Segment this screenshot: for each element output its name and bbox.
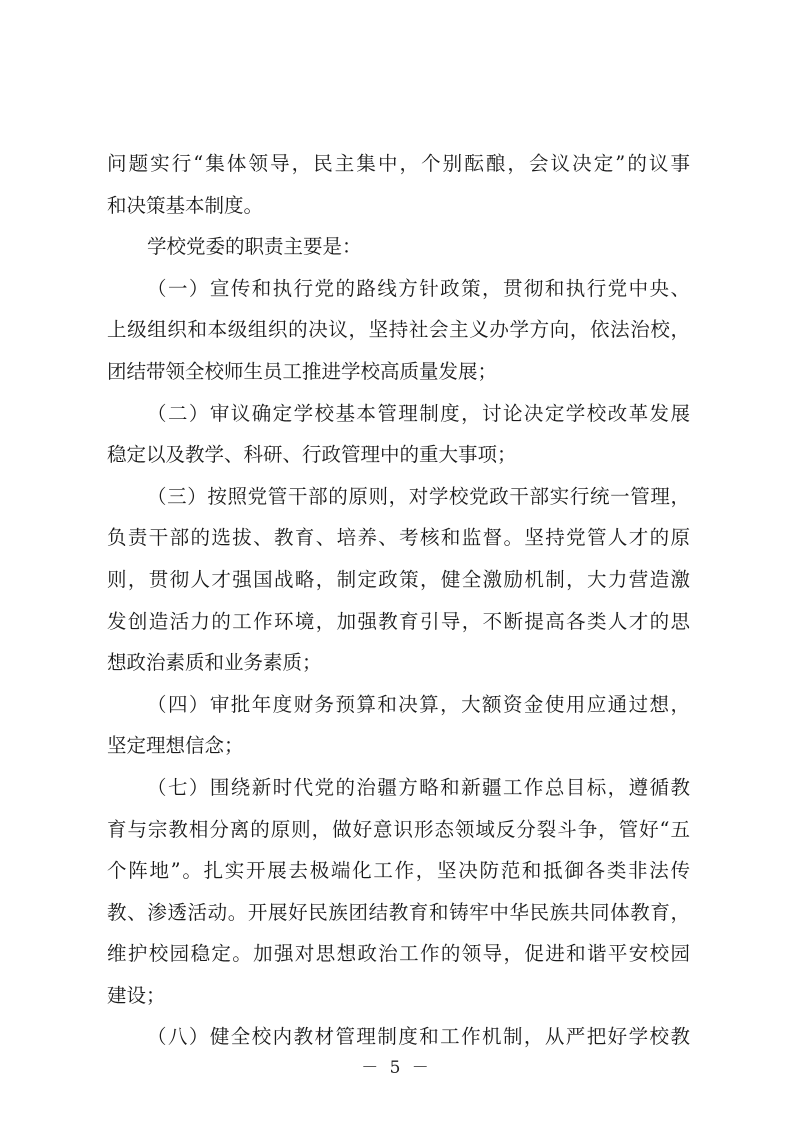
text-line: 发创造活力的工作环境，加强教育引导，不断提高各类人才的思: [107, 609, 690, 633]
text-line: 育与宗教相分离的原则，做好意识形态领域反分裂斗争，管好“五: [107, 817, 690, 841]
text-line: 则，贯彻人才强国战略，制定政策，健全激励机制，大力营造激: [107, 567, 690, 591]
text-line: 稳定以及教学、科研、行政管理中的重大事项；: [107, 443, 517, 467]
text-line: （八）健全校内教材管理制度和工作机制，从严把好学校教: [147, 1025, 690, 1049]
text-line: 坚定理想信念；: [107, 734, 244, 758]
text-line: （三）按照党管干部的原则，对学校党政干部实行统一管理，: [147, 484, 690, 508]
text-line: （七）围绕新时代党的治疆方略和新疆工作总目标，遵循教: [147, 775, 690, 799]
text-line: 想政治素质和业务素质；: [107, 651, 322, 675]
text-line: 上级组织和本级组织的决议，坚持社会主义办学方向，依法治校，: [107, 318, 690, 342]
text-line: （二）审议确定学校基本管理制度，讨论决定学校改革发展: [147, 401, 690, 425]
text-line: 教、渗透活动。开展好民族团结教育和铸牢中华民族共同体教育，: [107, 900, 690, 924]
text-line: （一）宣传和执行党的路线方针政策，贯彻和执行党中央、: [147, 276, 690, 300]
text-line: 维护校园稳定。加强对思想政治工作的领导，促进和谐平安校园: [107, 942, 690, 966]
text-line: 和决策基本制度。: [107, 193, 264, 217]
text-line: 个阵地”。扎实开展去极端化工作，坚决防范和抵御各类非法传: [107, 859, 690, 883]
page-number: － 5 －: [361, 1058, 432, 1078]
text-line: 问题实行“集体领导，民主集中，个别酝酿，会议决定”的议事: [107, 152, 690, 175]
text-line: 学校党委的职责主要是：: [147, 235, 362, 259]
text-line: 负责干部的选拔、教育、培养、考核和监督。坚持党管人才的原: [107, 526, 690, 550]
text-line: 团结带领全校师生员工推进学校高质量发展；: [107, 359, 498, 383]
text-line: 建设；: [107, 983, 166, 1007]
text-line: （四）审批年度财务预算和决算，大额资金使用应通过想，: [147, 692, 690, 716]
body-text: [107, 143, 690, 1058]
